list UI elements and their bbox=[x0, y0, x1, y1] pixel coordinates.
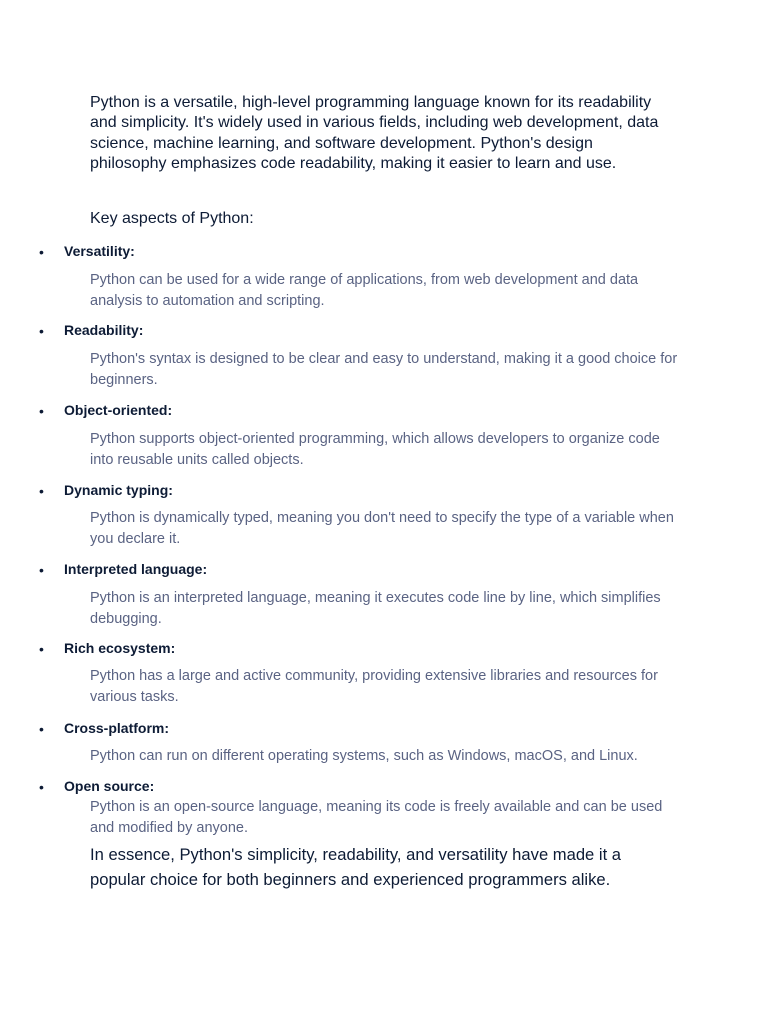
bullet-icon: • bbox=[39, 562, 44, 578]
closing-paragraph: In essence, Python's simplicity, readability, and versatility have made it a popular choice for both beginners and experienced programmers alike. bbox=[90, 845, 622, 889]
item-term: Readability: bbox=[64, 322, 144, 338]
item-term: Rich ecosystem: bbox=[64, 640, 176, 656]
item-term: Cross-platform: bbox=[64, 720, 170, 736]
bullet-icon: • bbox=[39, 779, 44, 795]
intro-paragraph: Python is a versatile, high-level programming language known for its readability and simplicity. It's widely used in various fields, including web development, data science, machine learning, and software development. Python's design philosophy emphasizes code readability, making it easier to learn and use. bbox=[90, 94, 659, 173]
item-term: Object-oriented: bbox=[64, 402, 173, 418]
item-description: Python is dynamically typed, meaning you don't need to specify the type of a variable when you declare it. bbox=[90, 510, 674, 548]
bullet-icon: • bbox=[39, 323, 44, 339]
item-description: Python has a large and active community, providing extensive libraries and resources for various tasks. bbox=[90, 668, 658, 706]
item-term: Dynamic typing: bbox=[64, 482, 173, 498]
item-description: Python can run on different operating systems, such as Windows, macOS, and Linux. bbox=[90, 748, 638, 764]
key-aspects-heading: Key aspects of Python: bbox=[90, 210, 254, 227]
bullet-icon: • bbox=[39, 721, 44, 737]
item-term: Open source: bbox=[64, 778, 155, 794]
item-description: Python supports object-oriented programming, which allows developers to organize code into reusable units called objects. bbox=[90, 431, 660, 469]
item-description: Python can be used for a wide range of applications, from web development and data analysis to automation and scripting. bbox=[90, 272, 639, 310]
item-description: Python is an open-source language, meaning its code is freely available and can be used and modified by anyone. bbox=[90, 799, 663, 837]
item-term: Versatility: bbox=[64, 243, 135, 259]
item-description: Python is an interpreted language, meaning it executes code line by line, which simplifies debugging. bbox=[90, 590, 661, 628]
bullet-icon: • bbox=[39, 244, 44, 260]
bullet-icon: • bbox=[39, 483, 44, 499]
item-description: Python's syntax is designed to be clear and easy to understand, making it a good choice for beginners. bbox=[90, 351, 678, 389]
item-term: Interpreted language: bbox=[64, 561, 208, 577]
bullet-icon: • bbox=[39, 403, 44, 419]
bullet-icon: • bbox=[39, 641, 44, 657]
